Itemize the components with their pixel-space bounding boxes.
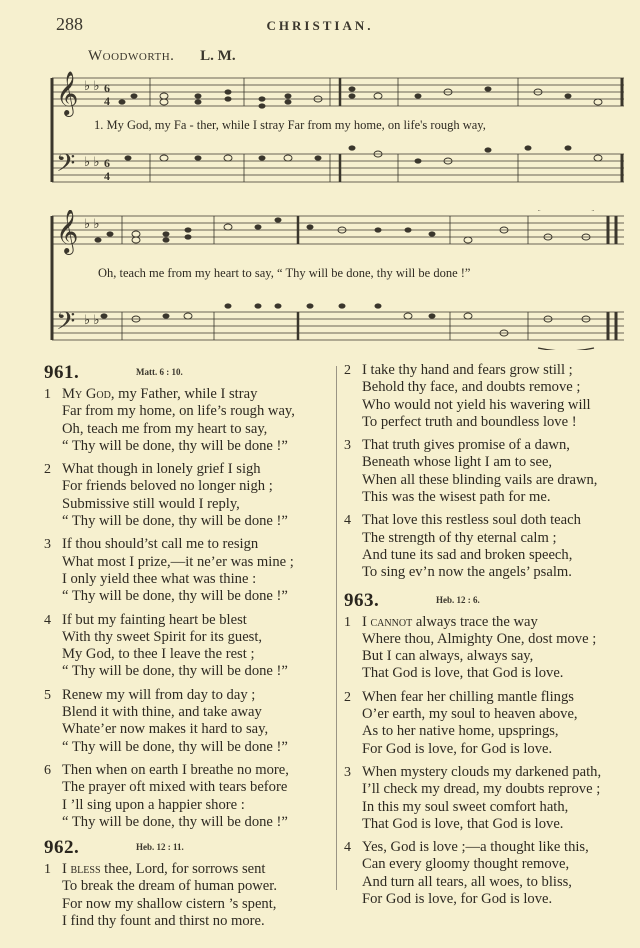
verse-line: For friends beloved no longer nigh ; [62, 478, 273, 495]
tune-title [88, 48, 236, 65]
stanza [44, 687, 328, 756]
music-system-1 [48, 70, 628, 190]
hymn-number: 961. [44, 362, 80, 383]
scripture-reference: Heb. 12 : 11. [136, 842, 184, 853]
hymn-962-continued [344, 362, 634, 582]
column-divider [336, 366, 337, 890]
verse-line: Who would not yield his wavering will [362, 396, 591, 413]
verse-line: always trace the way [412, 613, 538, 630]
verse-line: “ Thy will be done, thy will be done !” [62, 738, 288, 755]
verse-number: 1 [44, 862, 51, 878]
hymn-961 [44, 362, 328, 831]
svg-text:𝄢: 𝄢 [56, 149, 76, 184]
scripture-reference: Matt. 6 : 10. [136, 367, 183, 377]
verse-line: For God is love, for God is love. [362, 740, 553, 757]
verse-line: “ Thy will be done, thy will be done !” [62, 437, 288, 454]
svg-text:4: 4 [104, 94, 110, 108]
verse-line: In this my soul sweet comfort hath, [362, 798, 569, 815]
verse-line: Then when on earth I breathe no more, [62, 761, 289, 778]
tune-meter: L. M. [200, 48, 236, 64]
hymn-number: 962. [44, 837, 80, 859]
verse-line: Behold thy face, and doubts remove ; [362, 379, 581, 396]
stanza [344, 362, 634, 431]
hymn-963 [344, 590, 634, 909]
verse-line: To perfect truth and boundless love ! [362, 413, 577, 430]
verse-number: 4 [44, 612, 51, 628]
verse-line: When mystery clouds my darkened path, [362, 763, 602, 780]
running-head: CHRISTIAN. [266, 18, 374, 33]
verse-line: “ Thy will be done, thy will be done !” [62, 663, 288, 680]
verse-line: The prayer oft mixed with tears before [62, 779, 288, 796]
verse-line: Yes, God is love ;—a thought like this, [362, 839, 589, 856]
verse-line: What though in lonely grief I sigh [62, 461, 261, 478]
verse-line: Blend it with thine, and take away [62, 704, 262, 721]
verse-line: And tune its sad and broken speech, [362, 546, 573, 563]
music-system-2 [48, 210, 628, 350]
verse-line: My God, to thee I leave the rest ; [62, 646, 255, 663]
svg-text:6: 6 [104, 81, 110, 95]
stanza [344, 437, 634, 506]
svg-text:4: 4 [104, 169, 110, 183]
verse-number: 3 [344, 438, 351, 454]
first-words: My God, [62, 386, 115, 402]
verse-line: Can every gloomy thought remove, [362, 856, 570, 873]
first-words: I bless [62, 861, 101, 878]
verse-line: That God is love, that God is love. [362, 665, 564, 682]
verse-line: As to her native home, upsprings, [362, 723, 559, 740]
verse-line: When fear her chilling mantle flings [362, 688, 574, 705]
verse-line: Whate’er now makes it hard to say, [62, 721, 269, 738]
verse-line: The strength of thy eternal calm ; [362, 529, 557, 546]
stanza [344, 512, 634, 581]
verse-number: 6 [44, 762, 51, 778]
verse-line: I only yield thee what was thine : [62, 570, 257, 587]
verse-number: 5 [44, 687, 51, 703]
verse-number: 3 [344, 764, 351, 780]
verse-line: O’er earth, my soul to heaven above, [362, 706, 578, 723]
verse-number: 2 [44, 462, 51, 478]
stanza [344, 764, 634, 833]
stanza [44, 536, 328, 605]
verse-number: 1 [344, 614, 351, 630]
verse-line: I take thy hand and fears grow still ; [362, 362, 573, 378]
first-words: I cannot [362, 613, 413, 630]
verse-line: That truth gives promise of a dawn, [362, 437, 570, 454]
svg-text:6: 6 [104, 156, 110, 170]
verse-line: I ’ll sing upon a happier shore : [62, 796, 245, 813]
tune-name: Woodworth. [88, 48, 175, 64]
tune-lyrics-line-2: Oh, teach me from my heart to say, “ Thy will be done, thy will be done !” [98, 266, 471, 280]
verse-number: 2 [344, 689, 351, 705]
verse-line: Where thou, Almighty One, dost move ; [362, 630, 597, 647]
svg-text:♭ ♭: ♭ ♭ [84, 216, 100, 231]
verse-line: my Father, while I stray [114, 386, 258, 402]
verse-line: “ Thy will be done, thy will be done !” [62, 813, 288, 830]
verse-line: And turn all tears, all woes, to bliss, [362, 873, 572, 890]
verse-line: But I can always, always say, [362, 648, 534, 665]
verse-number: 3 [44, 537, 51, 553]
right-column [344, 362, 634, 914]
stanza [44, 762, 328, 831]
svg-text:♭ ♭: ♭ ♭ [84, 154, 100, 169]
verse-line: What most I prize,—it ne’er was mine ; [62, 553, 294, 570]
verse-line: I find thy fount and thirst no more. [62, 913, 265, 930]
verse-number: 4 [344, 513, 351, 529]
svg-text:𝄞: 𝄞 [56, 210, 79, 253]
verse-line: Submissive still would I reply, [62, 495, 240, 512]
svg-text:𝄢: 𝄢 [56, 307, 76, 342]
verse-line: For now my shallow cistern ’s spent, [62, 895, 277, 912]
verse-line: Oh, teach me from my heart to say, [62, 420, 268, 437]
verse-line: That God is love, that God is love. [362, 815, 564, 832]
verse-line: When all these blinding vails are drawn, [362, 471, 598, 488]
stanza [344, 614, 634, 683]
verse-line: I’ll check my dread, my doubts reprove ; [362, 781, 601, 798]
verse-line: This was the wisest path for me. [362, 489, 551, 506]
verse-line: Far from my home, on life’s rough way, [62, 403, 295, 420]
tune-lyrics-line-1: 1. My God, my Fa - ther, while I stray Far from my home, on life's rough way, [94, 118, 486, 132]
scripture-reference: Heb. 12 : 6. [436, 594, 480, 605]
hymn-number: 963. [344, 589, 380, 611]
verse-line: If thou should’st call me to resign [62, 536, 259, 553]
verse-line: Beneath whose light I am to see, [362, 454, 553, 471]
svg-text:♭ ♭: ♭ ♭ [84, 78, 100, 93]
stanza [44, 386, 328, 455]
verse-number: 1 [44, 387, 51, 402]
stanza [344, 839, 634, 908]
verse-line: If but my fainting heart be blest [62, 611, 247, 628]
verse-line: With thy sweet Spirit for its guest, [62, 628, 263, 645]
stanza [44, 612, 328, 681]
stanza [44, 861, 328, 930]
stanza [344, 689, 634, 758]
stanza [44, 461, 328, 530]
verse-line: “ Thy will be done, thy will be done !” [62, 588, 288, 605]
left-column [44, 362, 328, 936]
verse-line: To break the dream of human power. [62, 878, 277, 895]
verse-line: For God is love, for God is love. [362, 891, 553, 908]
verse-number: 4 [344, 840, 351, 856]
verse-line: thee, Lord, for sorrows sent [100, 861, 266, 878]
hymn-962 [44, 837, 328, 930]
verse-line: That love this restless soul doth teach [362, 512, 581, 529]
svg-text:𝄞: 𝄞 [56, 71, 79, 115]
svg-text:♭ ♭: ♭ ♭ [84, 312, 100, 327]
verse-line: Renew my will from day to day ; [62, 686, 256, 703]
page-number: 288 [56, 14, 83, 34]
verse-line: To sing ev’n now the angels’ psalm. [362, 564, 572, 581]
verse-line: “ Thy will be done, thy will be done !” [62, 513, 288, 530]
verse-number: 2 [344, 363, 351, 378]
